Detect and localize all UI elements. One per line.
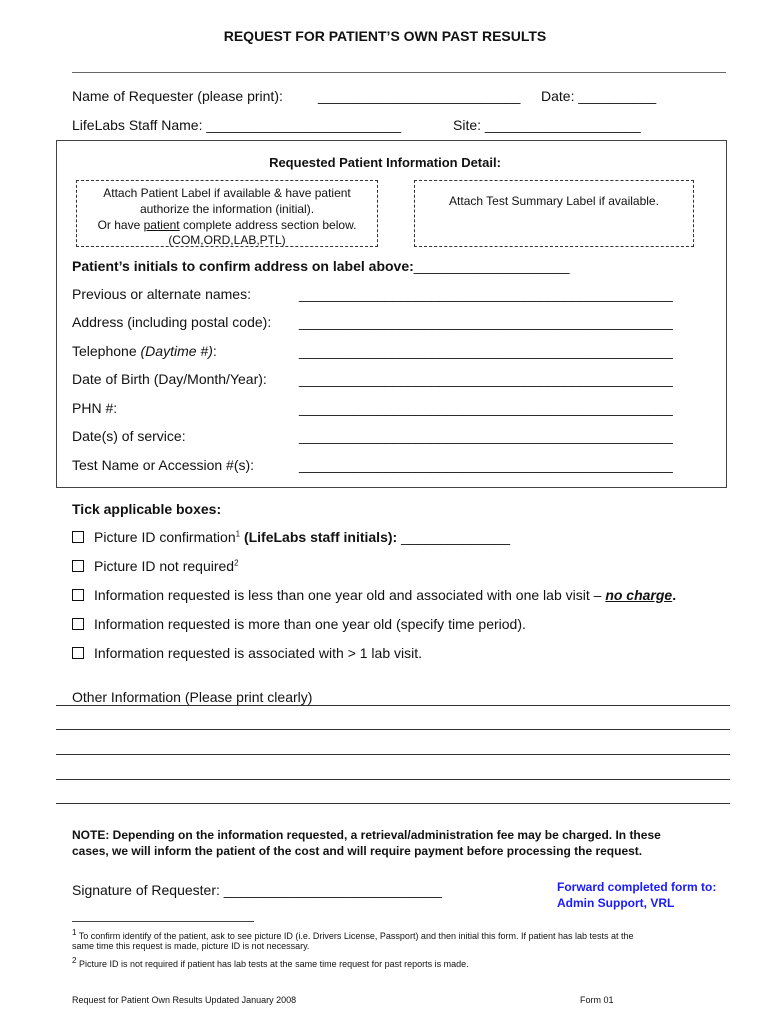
footnote-1-line-2: same time this request is made, picture ID is not necessary. <box>72 941 310 951</box>
label-box-line-1: Attach Patient Label if available & have patient <box>103 186 351 200</box>
footnote-2-number: 2 <box>72 956 77 965</box>
initials-label: Patient’s initials to confirm address on label above: <box>72 258 414 274</box>
footnote-divider <box>72 921 254 922</box>
title-divider <box>72 72 726 73</box>
other-info-line-1[interactable] <box>56 705 730 706</box>
field-label-test-name: Test Name or Accession #(s): <box>72 457 255 473</box>
tick-item-5-text: Information requested is associated with > 1 lab visit. <box>94 645 423 661</box>
footnote-2 <box>72 956 469 969</box>
telephone-label-suffix: : <box>212 343 217 359</box>
checkbox-picture-id-not-required[interactable] <box>72 560 84 572</box>
tick-item-multiple-visits <box>72 645 422 661</box>
other-info-line-5[interactable] <box>56 803 730 804</box>
other-info-line-4[interactable] <box>56 779 730 780</box>
tick-item-1-bold: (LifeLabs staff initials): <box>240 529 398 545</box>
info-box-heading: Requested Patient Information Detail: <box>269 155 501 170</box>
other-info-line-2[interactable] <box>56 729 730 730</box>
tick-item-picture-id-not-required <box>72 558 239 574</box>
tick-item-3-text: Information requested is less than one year old and associated with one lab visit – <box>94 587 606 603</box>
no-charge-emphasis: no charge <box>605 587 673 603</box>
checkbox-multiple-visits[interactable] <box>72 647 84 659</box>
field-label-service-dates: Date(s) of service: <box>72 428 186 444</box>
checkbox-less-than-one-year[interactable] <box>72 589 84 601</box>
field-phn[interactable]: ________________________________________________ <box>299 400 673 416</box>
summary-box-text: Attach Test Summary Label if available. <box>449 194 659 208</box>
tick-item-picture-id-confirmation <box>72 529 510 545</box>
footnote-1-line-1 <box>72 928 634 941</box>
signature-field[interactable]: Signature of Requester: ____________________________ <box>72 882 442 898</box>
field-telephone[interactable]: ________________________________________________ <box>299 343 673 359</box>
forward-line-2: Admin Support, VRL <box>557 896 675 910</box>
staff-name-field[interactable]: LifeLabs Staff Name: _________________________ <box>72 117 402 133</box>
label-box-line-2: authorize the information (initial). <box>139 202 315 216</box>
tick-item-1-sup: 1 <box>235 529 241 539</box>
field-address[interactable]: ________________________________________________ <box>299 314 673 330</box>
tick-item-4-text: Information requested is more than one year old (specify time period). <box>94 616 526 632</box>
initials-row <box>72 258 570 274</box>
label-box-line-3b: complete address section below. <box>179 218 357 232</box>
site-field[interactable]: Site: ____________________ <box>453 117 641 133</box>
tick-item-2-sup: 2 <box>234 558 239 568</box>
forward-line-1: Forward completed form to: <box>557 880 717 894</box>
note-line-2: cases, we will inform the patient of the cost and will require payment before processing the request. <box>72 844 643 858</box>
field-label-previous-names: Previous or alternate names: <box>72 286 251 302</box>
tick-item-2-text: Picture ID not required <box>94 558 235 574</box>
field-service-dates[interactable]: ________________________________________________ <box>299 428 673 444</box>
field-previous-names[interactable]: ________________________________________________ <box>299 286 673 302</box>
telephone-label-a: Telephone <box>72 343 141 359</box>
checkbox-picture-id-confirmation[interactable] <box>72 531 84 543</box>
label-box-line-4: (COM,ORD,LAB,PTL) <box>168 233 286 247</box>
label-box-line-3 <box>76 218 378 232</box>
telephone-label-italic: (Daytime #) <box>140 343 213 359</box>
checkbox-more-than-one-year[interactable] <box>72 618 84 630</box>
staff-initials-field[interactable]: ______________ <box>397 529 511 545</box>
field-label-phn: PHN #: <box>72 400 118 416</box>
test-summary-label-area[interactable] <box>414 180 694 247</box>
tick-item-less-than-one-year <box>72 587 676 603</box>
field-label-address: Address (including postal code): <box>72 314 272 330</box>
tick-heading: Tick applicable boxes: <box>72 501 222 517</box>
label-box-patient-word: patient <box>143 218 180 232</box>
requester-label: Name of Requester (please print): <box>72 88 283 104</box>
footnote-1-number: 1 <box>72 928 77 937</box>
footer-right: Form 01 <box>580 995 614 1005</box>
tick-item-1-text: Picture ID confirmation <box>94 529 236 545</box>
note-line-1: NOTE: Depending on the information requested, a retrieval/administration fee may be charged. In these <box>72 828 661 842</box>
tick-item-3-end: . <box>672 587 677 603</box>
field-label-telephone <box>72 343 217 359</box>
other-info-line-3[interactable] <box>56 754 730 755</box>
tick-item-more-than-one-year <box>72 616 526 632</box>
page-title: REQUEST FOR PATIENT’S OWN PAST RESULTS <box>223 28 547 44</box>
footer-left: Request for Patient Own Results Updated January 2008 <box>72 995 297 1005</box>
initials-field[interactable]: ____________________ <box>413 258 570 274</box>
footnote-1-text: To confirm identify of the patient, ask to see picture ID (i.e. Drivers License, Passport) and then initial this form. If patient has lab tests at the <box>76 931 634 941</box>
requester-field[interactable]: __________________________ <box>318 88 521 104</box>
date-field[interactable]: Date: __________ <box>541 88 657 104</box>
field-test-name[interactable]: ________________________________________________ <box>299 457 673 473</box>
footnote-2-text: Picture ID is not required if patient has lab tests at the same time request for past reports is made. <box>76 959 469 969</box>
field-label-dob: Date of Birth (Day/Month/Year): <box>72 371 267 387</box>
field-dob[interactable]: ________________________________________________ <box>299 371 673 387</box>
label-box-line-3a: Or have <box>97 218 144 232</box>
other-info-label: Other Information (Please print clearly) <box>72 689 313 705</box>
